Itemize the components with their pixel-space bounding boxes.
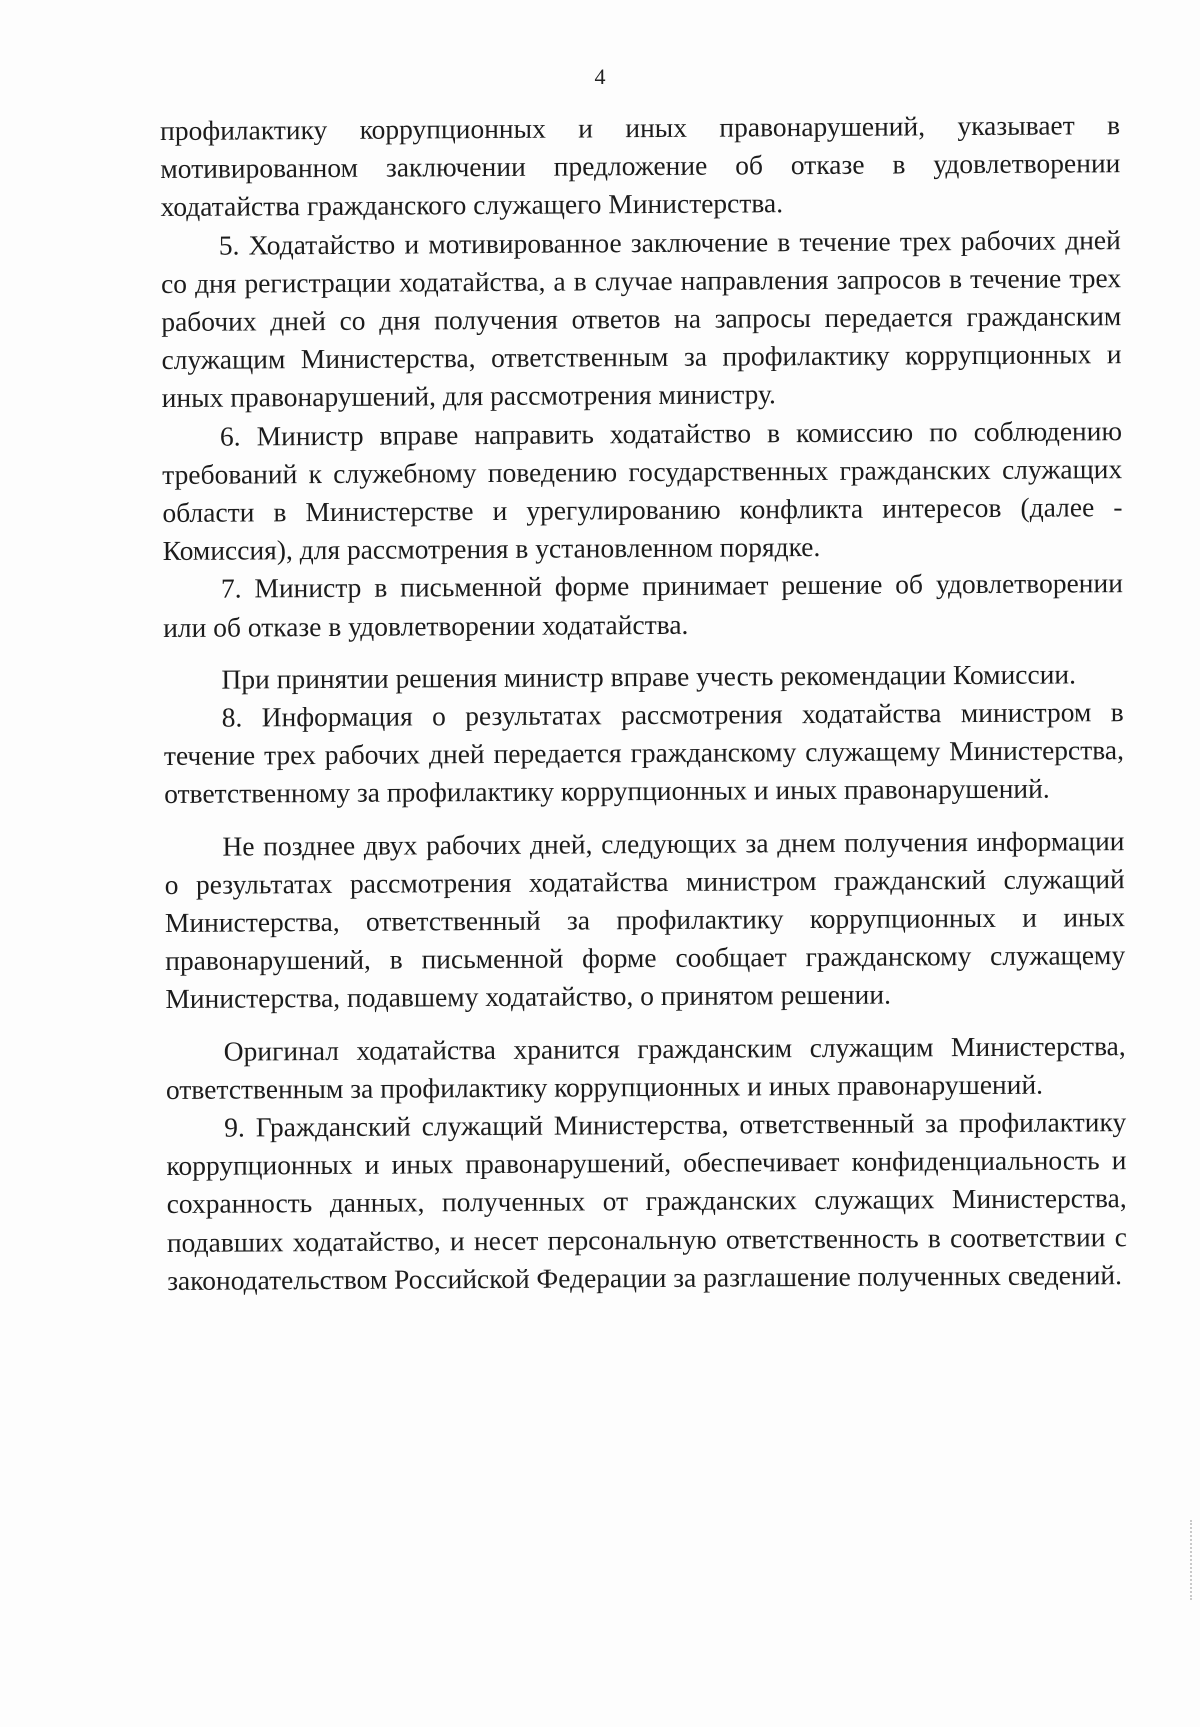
paragraph-item-7-note: При принятии решения министр вправе учесть рекомендации Комиссии.: [221, 658, 1077, 695]
page-number: 4: [594, 64, 606, 89]
paragraph-item-5: 5. Ходатайство и мотивированное заключение в течение трех рабочих дней со дня регистрации ходатайства, а в случае направления запросов в течение трех рабочих дней со дня получения ответов на запросы передается гражданским служащим Министерства, ответственным за профилактику коррупционных и иных правонарушений, для рассмотрения министру.: [160, 223, 1122, 414]
paragraph-item-9: 9. Гражданский служащий Министерства, ответственный за профилактику коррупционных и иных правонарушений, обеспечивает конфиденциальность и сохранность данных, полученных от гражданских служащих Министерства, подавших ходатайство, и несет персональную ответственность в соответствии с законодательством Российской Федерации за разглашение полученных сведений.: [166, 1106, 1127, 1296]
paragraph-item-7: 7. Министр в письменной форме принимает решение об удовлетворении или об отказе в удовлетворении ходатайства.: [163, 567, 1123, 643]
paragraph-item-8: 8. Информация о результатах рассмотрения ходатайства министром в течение трех рабочих дней передается гражданскому служащему Министерства, ответственному за профилактику коррупционных и иных правонарушений.: [163, 696, 1125, 810]
paragraph-item-8-deadline: Не позднее двух рабочих дней, следующих за днем получения информации о результатах рассмотрения ходатайства министром гражданский служащий Министерства, ответственный за профилактику коррупционных и иных правонарушений, в письменной форме сообщает гражданскому служащему Министерства, подавшему ходатайство, о принятом решении.: [164, 824, 1126, 1015]
paragraph-continuation: профилактику коррупционных и иных правонарушений, указывает в мотивированном заключении предложение об отказе в удовлетворении ходатайства гражданского служащего Министерства.: [160, 109, 1121, 223]
paragraph-item-8-original: Оригинал ходатайства хранится гражданским служащим Министерства, ответственным за профилактику коррупционных и иных правонарушений.: [165, 1029, 1126, 1105]
document-body: [160, 106, 1127, 1300]
paragraph-item-6: 6. Министр вправе направить ходатайство в комиссию по соблюдению требований к служебному поведению государственных гражданских служащих области в Министерстве и урегулированию конфликта интересов (далее - Комиссия), для рассмотрения в установленном порядке.: [162, 414, 1123, 567]
scan-edge-marks: [1188, 1520, 1192, 1600]
